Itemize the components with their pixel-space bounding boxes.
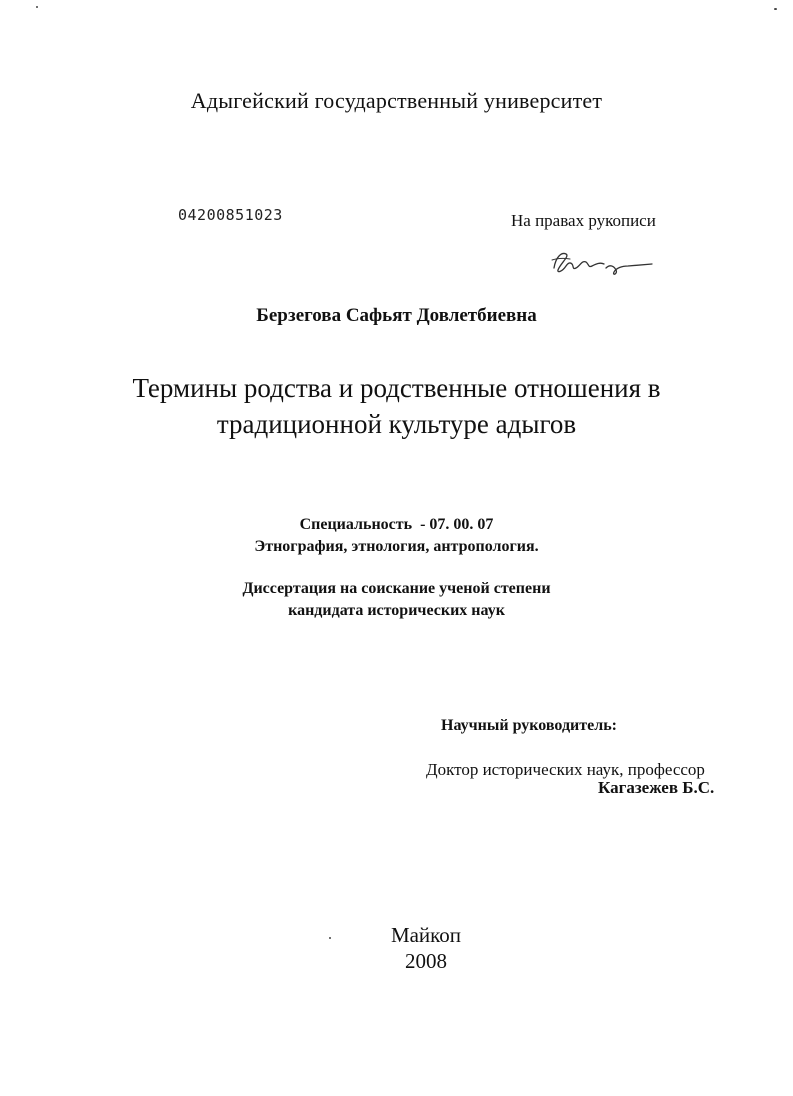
- specialty-field: Этнография, этнология, антропология.: [254, 538, 539, 555]
- scan-speck: [329, 937, 331, 939]
- advisor-name: Кагазежев Б.С.: [598, 778, 715, 797]
- place-and-year: [371, 922, 481, 974]
- advisor-degree: Доктор исторических наук, профессор: [426, 760, 705, 779]
- signature-icon: [548, 246, 658, 280]
- catalog-number: 04200851023: [178, 206, 283, 224]
- dissertation-title: [0, 370, 793, 442]
- scan-speck: [36, 6, 38, 8]
- manuscript-rights-label: На правах рукописи: [511, 211, 656, 230]
- degree-line-1: Диссертация на соискание ученой степени: [242, 580, 551, 597]
- specialty-block: [0, 514, 793, 558]
- author-name: Берзегова Сафьят Довлетбиевна: [256, 305, 537, 326]
- title-line-2: традиционной культуре адыгов: [216, 409, 577, 439]
- advisor-label: Научный руководитель:: [441, 717, 617, 734]
- city: Майкоп: [390, 923, 462, 947]
- university-name: Адыгейский государственный университет: [190, 88, 603, 113]
- degree-statement: [0, 578, 793, 622]
- title-line-1: Термины родства и родственные отношения в: [132, 373, 661, 403]
- specialty-code: Специальность - 07. 00. 07: [299, 516, 494, 533]
- scan-speck: [774, 8, 777, 10]
- degree-line-2: кандидата исторических наук: [288, 602, 505, 619]
- year: 2008: [405, 949, 447, 973]
